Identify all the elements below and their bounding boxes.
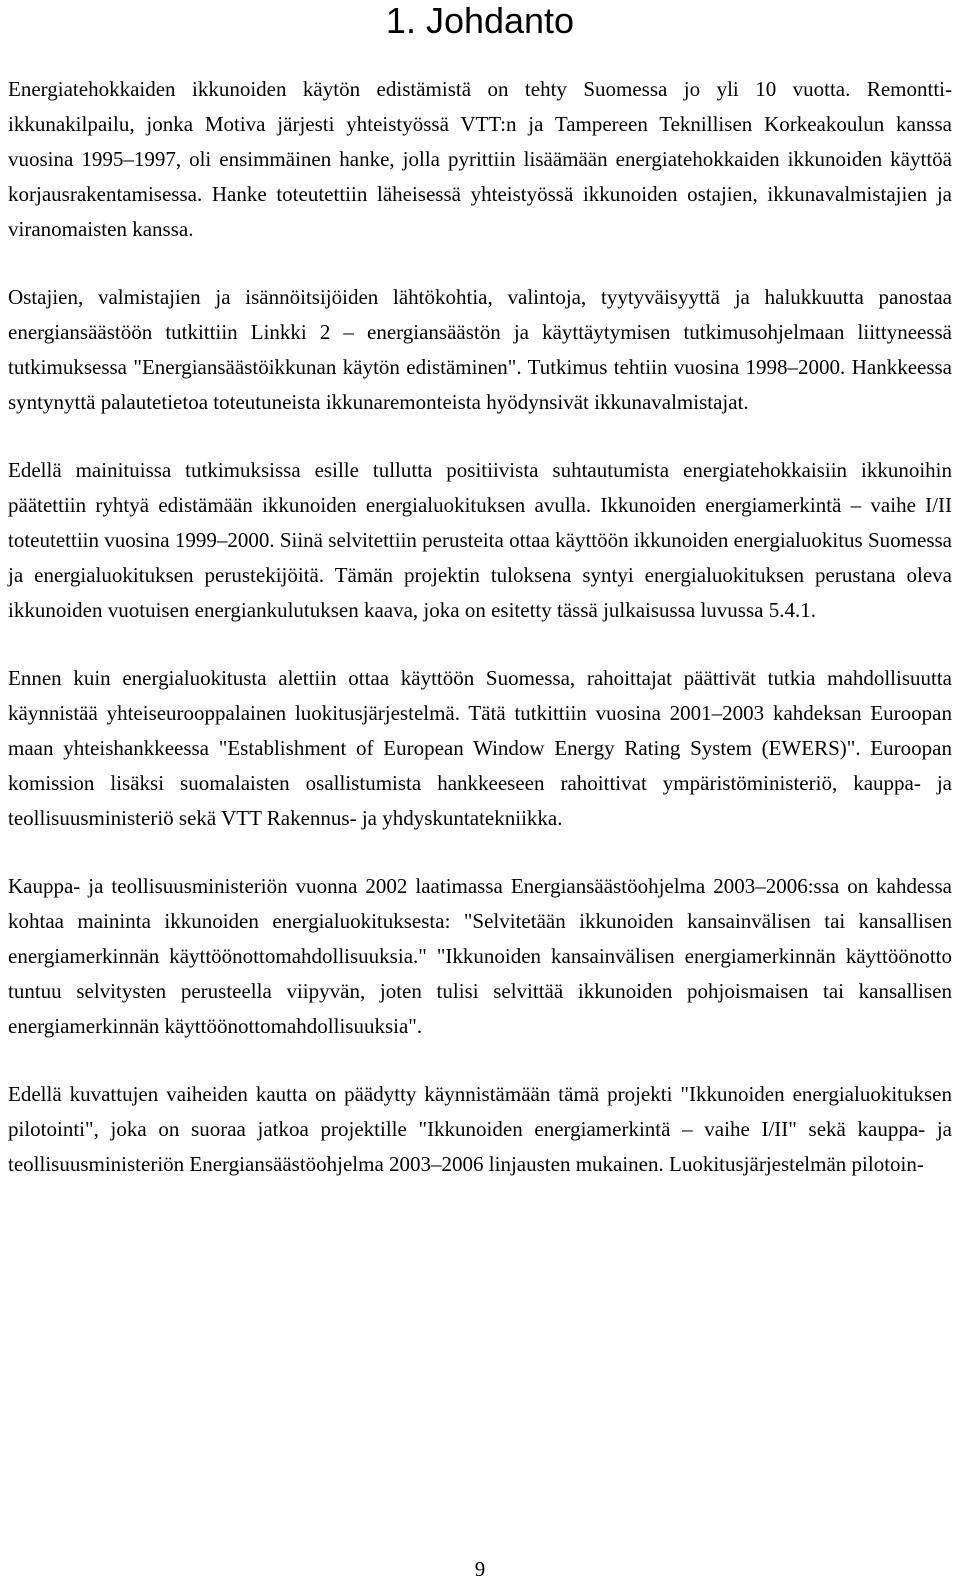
paragraph-4: Ennen kuin energialuokitusta alettiin ottaa käyttöön Suomessa, rahoittajat päättivät tutkia mahdollisuutta käynnistää yhteiseurooppalainen luokitusjärjestelmä. Tätä tutkittiin vuosina 2001–2003 kahdeksan Euroopan maan yhteishankkeessa "Establishment of European Window Energy Rating System (EWERS)". Euroopan komission lisäksi suomalaisten osallistumista hankkeeseen rahoittivat ympäristöministeriö, kauppa- ja teollisuusministeriö sekä VTT Rakennus- ja yhdyskuntatekniikka. (8, 666, 952, 830)
paragraph-2: Ostajien, valmistajien ja isännöitsijöiden lähtökohtia, valintoja, tyytyväisyyttä ja halukkuutta panostaa energiansäästöön tutkittiin Linkki 2 – energiansäästön ja käyttäytymisen tutkimusohjelmaan liittyneessä tutkimuksessa "Energiansäästöikkunan käytön edistäminen". Tutkimus tehtiin vuosina 1998–2000. Hankkeessa syntynyttä palautetietoa toteutuneista ikkunaremonteista hyödynsivät ikkunavalmistajat. (8, 285, 952, 414)
paragraph-6: Edellä kuvattujen vaiheiden kautta on päädytty käynnistämään tämä projekti "Ikkunoiden energialuokituksen pilotointi", joka on suoraa jatkoa projektille "Ikkunoiden energiamerkintä – vaihe I/II" sekä kauppa- ja teollisuusministeriön Energiansäästöohjelma 2003–2006 linjausten mukainen. Luokitusjärjestelmän pilotoin- (8, 1082, 952, 1176)
paragraph-1: Energiatehokkaiden ikkunoiden käytön edistämistä on tehty Suomessa jo yli 10 vuotta. Remontti-ikkunakilpailu, jonka Motiva järjesti yhteistyössä VTT:n ja Tampereen Teknillisen Korkeakoulun kanssa vuosina 1995–1997, oli ensimmäinen hanke, jolla pyrittiin lisäämään energiatehokkaiden ikkunoiden käyttöä korjausrakentamisessa. Hanke toteutettiin läheisessä yhteistyössä ikkunoiden ostajien, ikkunavalmistajien ja viranomaisten kanssa. (8, 77, 952, 241)
document-body (8, 72, 952, 1215)
paragraph-3: Edellä mainituissa tutkimuksissa esille tullutta positiivista suhtautumista energiatehokkaisiin ikkunoihin päätettiin ryhtyä edistämään ikkunoiden energialuokituksen avulla. Ikkunoiden energiamerkintä – vaihe I/II toteutettiin vuosina 1999–2000. Siinä selvitettiin perusteita ottaa käyttöön ikkunoiden energialuokitus Suomessa ja energialuokituksen perustekijöitä. Tämän projektin tuloksena syntyi energialuokituksen perustana oleva ikkunoiden vuotuisen energiankulutuksen kaava, joka on esitetty tässä julkaisussa luvussa 5.4.1. (8, 458, 952, 622)
page-number: 9 (474, 1557, 486, 1581)
page-title: 1. Johdanto (385, 0, 575, 41)
paragraph-5: Kauppa- ja teollisuusministeriön vuonna 2002 laatimassa Energiansäästöohjelma 2003–2006:ssa on kahdessa kohtaa maininta ikkunoiden energialuokituksesta: "Selvitetään ikkunoiden kansainvälisen tai kansallisen energiamerkinnän käyttöönottomahdollisuuksia." "Ikkunoiden kansainvälisen energiamerkinnän käyttöönotto tuntuu selvitysten perusteella viipyvän, joten tulisi selvittää ikkunoiden pohjoismaisen tai kansallisen energiamerkinnän käyttöönottomahdollisuuksia". (8, 874, 952, 1038)
